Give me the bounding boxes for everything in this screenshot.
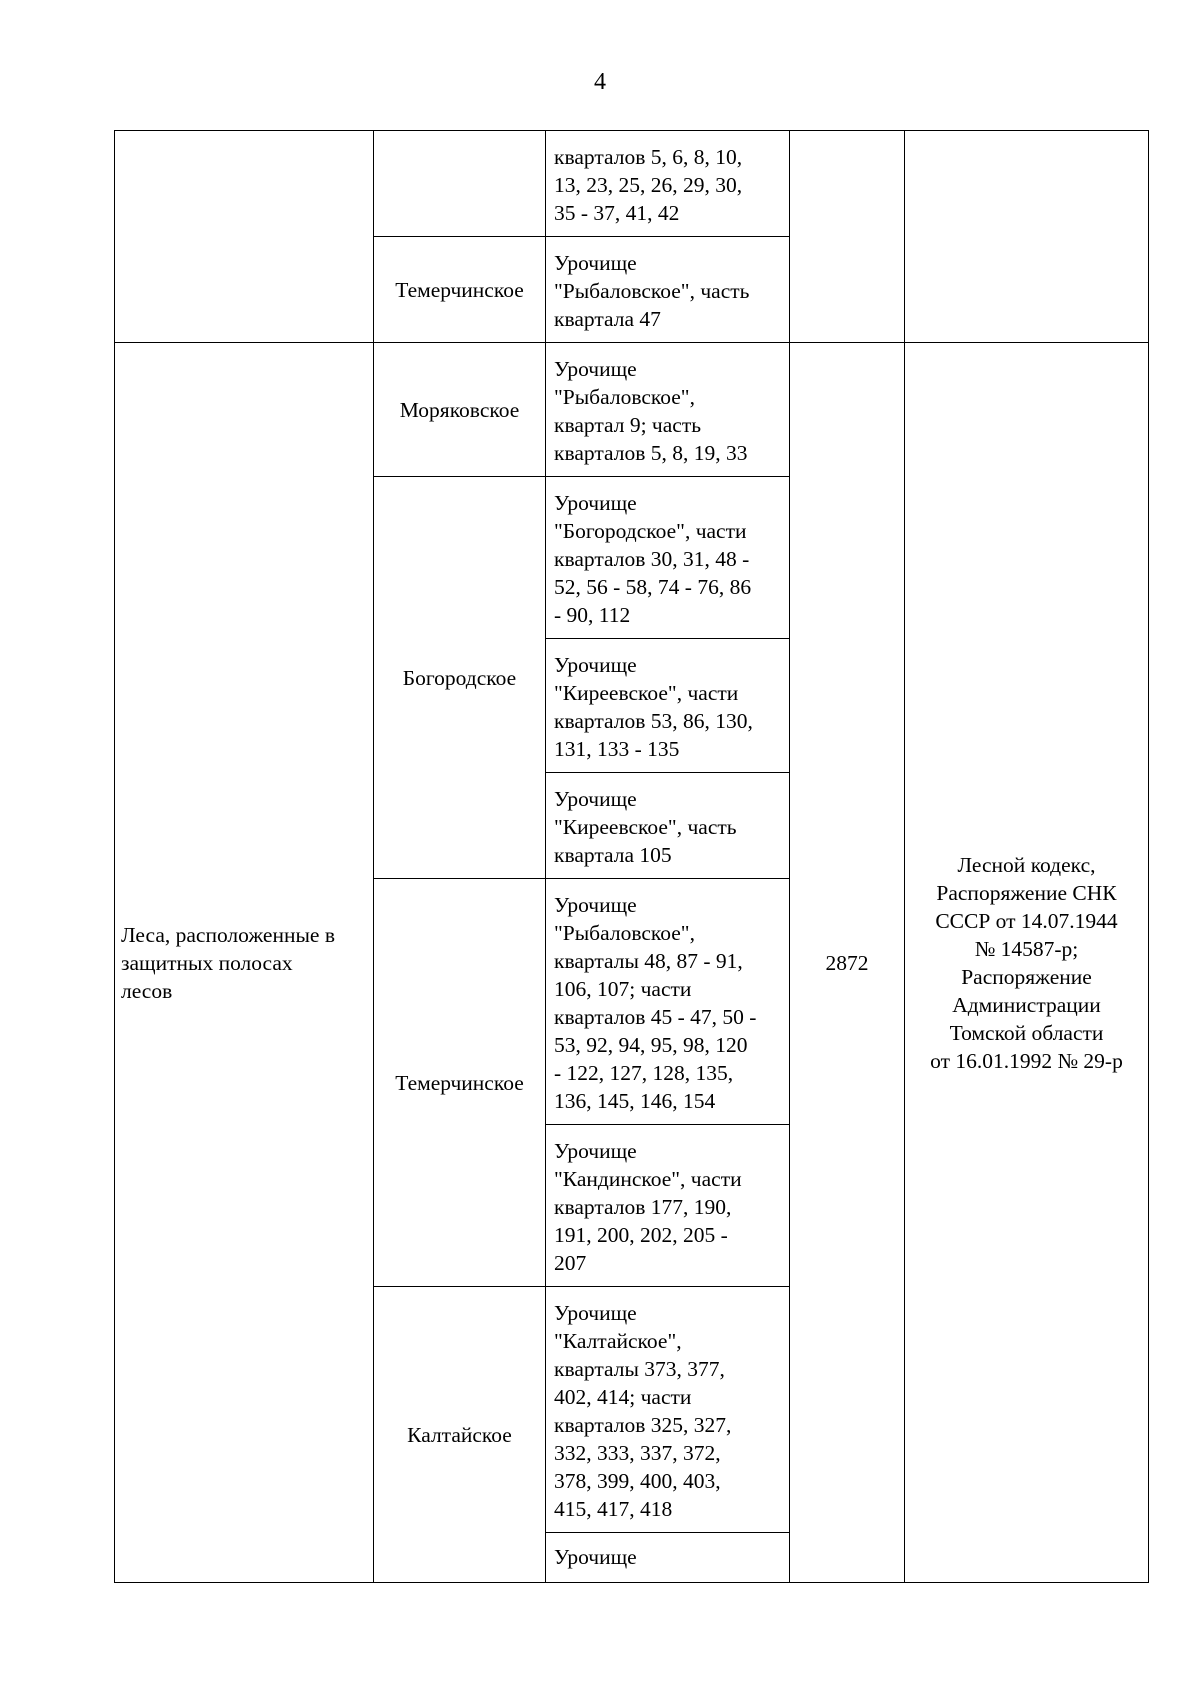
location-cell	[546, 477, 790, 639]
legal-basis-cell	[905, 131, 1149, 343]
location-cell	[546, 639, 790, 773]
location-cell	[546, 237, 790, 343]
category-name-text: Леса, расположенные в защитных полосах лесов	[121, 922, 336, 1003]
forestry-cell	[374, 237, 546, 343]
location-text: Урочище "Кандинское", части кварталов 177, 190, 191, 200, 202, 205 - 207	[554, 1138, 742, 1275]
area-cell	[790, 343, 905, 1583]
location-cell	[546, 343, 790, 477]
location-cell	[546, 131, 790, 237]
location-cell	[546, 879, 790, 1125]
forest-protection-table	[114, 130, 1149, 1583]
forestry-name: Калтайское	[407, 1422, 512, 1447]
location-text: Урочище "Рыбаловское", кварталы 48, 87 - 91, 106, 107; части кварталов 45 - 47, 50 - 53, 92, 94, 95, 98, 120 - 122, 127, 128, 135, 136, 145, 146, 154	[554, 892, 757, 1113]
location-text: кварталов 5, 6, 8, 10, 13, 23, 25, 26, 29, 30, 35 - 37, 41, 42	[554, 144, 743, 225]
category-name-cell	[115, 131, 374, 343]
location-cell	[546, 773, 790, 879]
location-text: Урочище "Рыбаловское", квартал 9; часть кварталов 5, 8, 19, 33	[554, 356, 748, 465]
legal-basis-cell	[905, 343, 1149, 1583]
location-cell	[546, 1287, 790, 1533]
location-text: Урочище "Киреевское", часть квартала 105	[554, 786, 737, 867]
location-text: Урочище	[554, 1545, 637, 1569]
forestry-name: Моряковское	[399, 397, 520, 422]
legal-basis-text: Лесной кодекс, Распоряжение СНК СССР от 14.07.1944 № 14587-р; Распоряжение Администрации Томской области от 16.01.1992 № 29-р	[930, 852, 1123, 1073]
forestry-name: Темерчинское	[395, 1070, 524, 1095]
forestry-cell	[374, 1287, 546, 1583]
forestry-cell	[374, 879, 546, 1287]
area-cell	[790, 131, 905, 343]
forestry-name: Темерчинское	[395, 277, 524, 302]
location-text: Урочище "Киреевское", части кварталов 53, 86, 130, 131, 133 - 135	[554, 652, 753, 761]
location-text: Урочище "Рыбаловское", часть квартала 47	[554, 250, 750, 331]
table-row	[115, 343, 1149, 477]
forestry-cell	[374, 343, 546, 477]
location-text: Урочище "Калтайское", кварталы 373, 377, 402, 414; части кварталов 325, 327, 332, 333, 337, 372, 378, 399, 400, 403, 415, 417, 418	[554, 1300, 732, 1521]
table-row	[115, 131, 1149, 237]
location-text: Урочище "Богородское", части кварталов 30, 31, 48 - 52, 56 - 58, 74 - 76, 86 - 90, 112	[554, 490, 752, 627]
location-cell	[546, 1125, 790, 1287]
category-name-cell	[115, 343, 374, 1583]
page-number: 4	[594, 69, 606, 95]
area-value: 2872	[825, 950, 869, 975]
forestry-cell	[374, 131, 546, 237]
location-cell	[546, 1533, 790, 1583]
forestry-name: Богородское	[402, 665, 517, 690]
forestry-cell	[374, 477, 546, 879]
